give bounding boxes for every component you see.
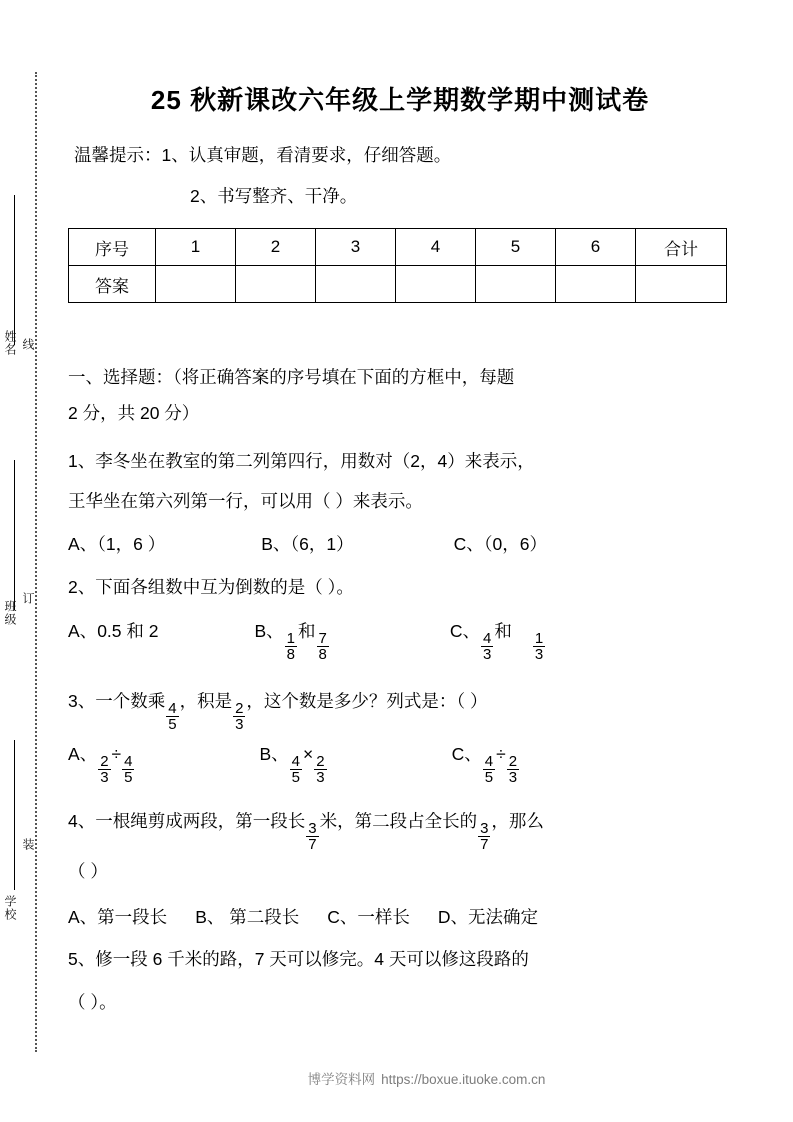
margin-label-staple: 订 bbox=[21, 592, 35, 605]
footer-watermark bbox=[60, 1068, 793, 1088]
question-1-options bbox=[68, 535, 547, 554]
question-2-option-c[interactable] bbox=[450, 622, 546, 662]
question-2-option-b-mid: 和 bbox=[298, 621, 316, 641]
margin-rule-line-1 bbox=[14, 195, 15, 345]
question-4-option-b[interactable]: B、 第二段长 bbox=[195, 907, 300, 927]
margin-label-name: 姓名 bbox=[3, 330, 17, 356]
question-4-option-c[interactable]: C、一样长 bbox=[327, 907, 410, 927]
answer-cell-total[interactable] bbox=[636, 266, 727, 303]
fraction: $\frac{4}{5}$ bbox=[291, 753, 301, 787]
dotted-fold-line bbox=[35, 72, 37, 1052]
margin-label-line: 线 bbox=[21, 338, 35, 351]
question-3-options bbox=[68, 745, 520, 785]
question-2-option-a[interactable] bbox=[68, 622, 158, 641]
table-row-header bbox=[69, 229, 727, 266]
table-header-q4: 4 bbox=[396, 229, 476, 266]
table-row-answers bbox=[69, 266, 727, 303]
question-1-option-c[interactable]: C、（0，6） bbox=[453, 534, 547, 554]
question-3-mid: ，积是 bbox=[179, 691, 233, 711]
fraction: $\frac{3}{7}$ bbox=[308, 820, 317, 854]
table-header-q6: 6 bbox=[556, 229, 636, 266]
tip-line-2: 2、书写整齐、干净。 bbox=[190, 186, 358, 206]
question-3-option-b-label: B、 bbox=[259, 744, 289, 764]
question-3-option-c-op: ÷ bbox=[496, 744, 506, 764]
question-2-option-a-text: 0.5 和 2 bbox=[97, 621, 159, 641]
question-1-line-2: 王华坐在第六列第一行，可以用（ ）来表示。 bbox=[68, 491, 423, 511]
answer-cell-1[interactable] bbox=[156, 266, 236, 303]
question-3-line-1 bbox=[68, 692, 488, 732]
footer-site-name: 博学资料网 bbox=[307, 1072, 376, 1087]
question-3-pre: 3、一个数乘 bbox=[68, 691, 166, 711]
question-2-options bbox=[68, 622, 546, 662]
question-3-option-a-label: A、 bbox=[68, 744, 98, 764]
margin-rule-line-3 bbox=[14, 740, 15, 890]
question-4-post: ，那么 bbox=[491, 811, 544, 831]
fraction: $\frac{4}{3}$ bbox=[483, 630, 492, 664]
question-3-option-c[interactable] bbox=[452, 745, 520, 785]
exam-sheet bbox=[60, 0, 793, 1122]
tip-line-1: 温馨提示：1、认真审题，看清要求，仔细答题。 bbox=[74, 145, 452, 165]
table-header-index: 序号 bbox=[69, 229, 156, 266]
fraction: $\frac{2}{3}$ bbox=[235, 700, 244, 734]
question-3-option-a[interactable] bbox=[68, 745, 135, 785]
question-3-option-c-label: C、 bbox=[451, 744, 482, 764]
fraction: $\frac{1}{3}$ bbox=[534, 630, 544, 664]
question-3-option-b-op: × bbox=[303, 744, 314, 764]
answer-cell-6[interactable] bbox=[556, 266, 636, 303]
question-5-line-2: （ ）。 bbox=[68, 992, 117, 1012]
section-heading-line-2: 2 分，共 20 分） bbox=[68, 403, 200, 423]
answer-cell-2[interactable] bbox=[236, 266, 316, 303]
question-4-option-a[interactable]: A、第一段长 bbox=[68, 907, 168, 927]
question-4-options bbox=[68, 908, 538, 927]
question-2-option-a-label: A、 bbox=[68, 621, 98, 641]
question-4-line-1 bbox=[68, 812, 544, 852]
margin-label-bind: 装 bbox=[21, 838, 35, 851]
question-2-option-c-mid: 和 bbox=[494, 621, 512, 641]
question-2-option-c-label: C、 bbox=[449, 621, 480, 641]
fraction: $\frac{2}{3}$ bbox=[316, 753, 325, 787]
fraction: $\frac{2}{3}$ bbox=[100, 753, 109, 787]
question-1-option-a[interactable]: A、（1，6 ） bbox=[68, 534, 166, 554]
question-4-mid: 米，第二段占全长的 bbox=[319, 811, 478, 831]
question-4-line-2: （ ） bbox=[68, 861, 108, 881]
answer-cell-5[interactable] bbox=[476, 266, 556, 303]
question-4-pre: 4、一根绳剪成两段，第一段长 bbox=[68, 811, 306, 831]
margin-label-school: 学校 bbox=[3, 895, 17, 921]
table-header-q5: 5 bbox=[476, 229, 556, 266]
fraction: $\frac{4}{5}$ bbox=[168, 700, 177, 734]
footer-url[interactable]: https://boxue.ituoke.com.cn bbox=[381, 1072, 546, 1087]
fraction: $\frac{1}{8}$ bbox=[286, 630, 296, 664]
margin-rule-line-2 bbox=[14, 460, 15, 610]
question-2-line-1: 2、下面各组数中互为倒数的是（ ）。 bbox=[68, 577, 354, 597]
page-title: 25 秋新课改六年级上学期数学期中测试卷 bbox=[150, 85, 650, 115]
question-5-line-1: 5、修一段 6 千米的路，7 天可以修完。4 天可以修这段路的 bbox=[68, 949, 529, 969]
fraction: $\frac{4}{5}$ bbox=[484, 753, 494, 787]
section-heading-line-1: 一、选择题：（将正确答案的序号填在下面的方框中，每题 bbox=[68, 367, 515, 387]
table-header-q1: 1 bbox=[156, 229, 236, 266]
table-header-q3: 3 bbox=[316, 229, 396, 266]
fraction: $\frac{4}{5}$ bbox=[124, 753, 133, 787]
answer-table bbox=[68, 228, 727, 303]
question-2-option-b[interactable] bbox=[254, 622, 329, 662]
table-header-answer: 答案 bbox=[69, 266, 156, 303]
fraction: $\frac{2}{3}$ bbox=[508, 753, 518, 787]
question-1-option-b[interactable]: B、（6，1） bbox=[261, 534, 354, 554]
answer-cell-3[interactable] bbox=[316, 266, 396, 303]
question-2-option-b-label: B、 bbox=[254, 621, 284, 641]
fraction: $\frac{7}{8}$ bbox=[318, 630, 327, 664]
table-header-total: 合计 bbox=[636, 229, 727, 266]
fraction: $\frac{3}{7}$ bbox=[480, 820, 489, 854]
question-4-option-d[interactable]: D、无法确定 bbox=[437, 907, 539, 927]
question-3-post: ，这个数是多少？列式是：（ ） bbox=[246, 691, 488, 711]
binding-margin bbox=[0, 0, 60, 1122]
question-3-option-b[interactable] bbox=[259, 745, 327, 785]
table-header-q2: 2 bbox=[236, 229, 316, 266]
question-3-option-a-op: ÷ bbox=[111, 744, 122, 764]
margin-label-class: 班级 bbox=[3, 600, 17, 626]
question-1-line-1: 1、李冬坐在教室的第二列第四行，用数对（2，4）来表示， bbox=[68, 451, 535, 471]
answer-cell-4[interactable] bbox=[396, 266, 476, 303]
